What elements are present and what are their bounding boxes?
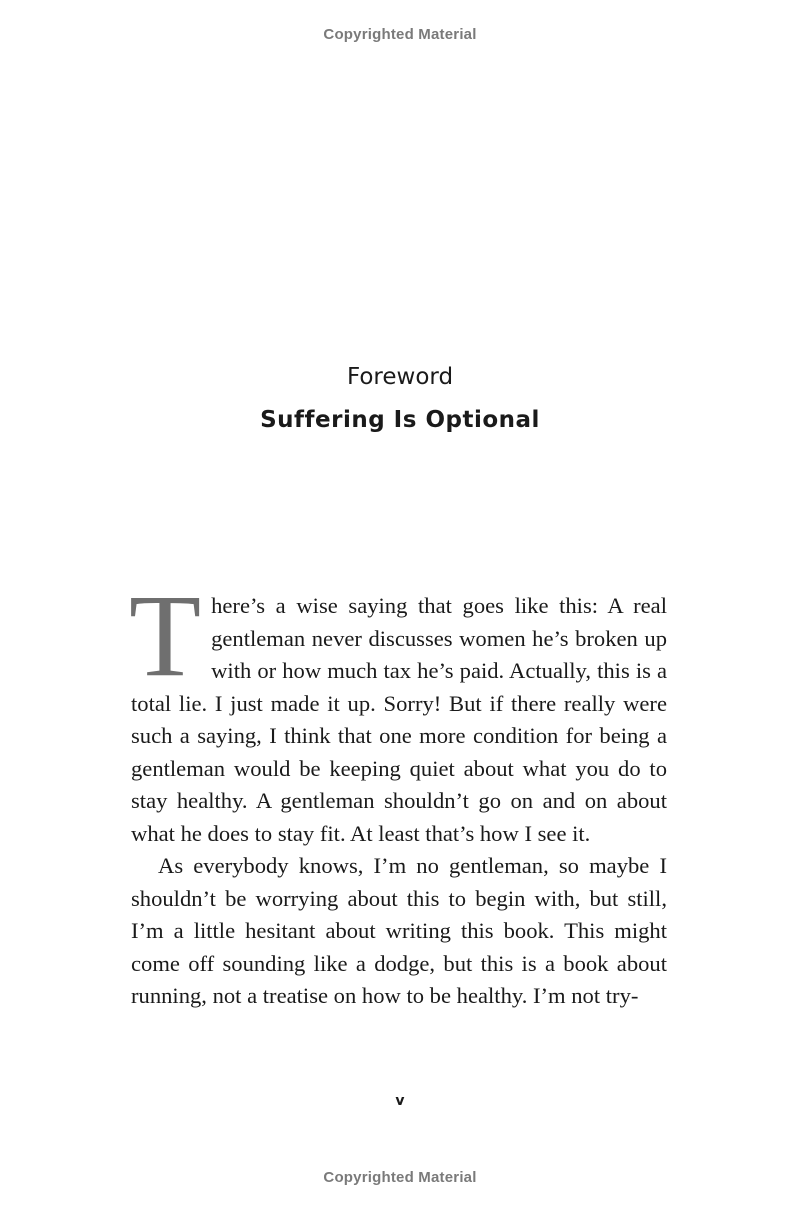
page-number: v	[395, 1093, 405, 1109]
drop-cap: T	[129, 570, 202, 701]
paragraph-2: As everybody knows, I’m no gentleman, so maybe I shouldn’t be worrying about this to begin with, but still, I’m a little hesitant about writing this book. This might come off sounding like a dodge, but this is a book about running, not a treatise on how to be healthy. I’m not try-	[131, 853, 667, 1008]
paragraph-1	[129, 570, 667, 850]
paragraph-1-text: here’s a wise saying that goes like this: A real gentleman never discusses women he’s broken up with or how much tax he’s paid. Actually, this is a total lie. I just made it up. Sorry! But if there really were such a saying, I think that one more condition for being a gentleman would be keeping quiet about what you do to stay healthy. A gentleman shouldn’t go on and on about what he does to stay fit. At least that’s how I see it.	[131, 593, 667, 846]
copyright-watermark-top: Copyrighted Material	[323, 26, 477, 43]
chapter-title: Suffering Is Optional	[260, 407, 540, 433]
body-text	[129, 570, 667, 1013]
copyright-watermark-bottom: Copyrighted Material	[323, 1169, 477, 1186]
chapter-label: Foreword	[346, 364, 454, 390]
